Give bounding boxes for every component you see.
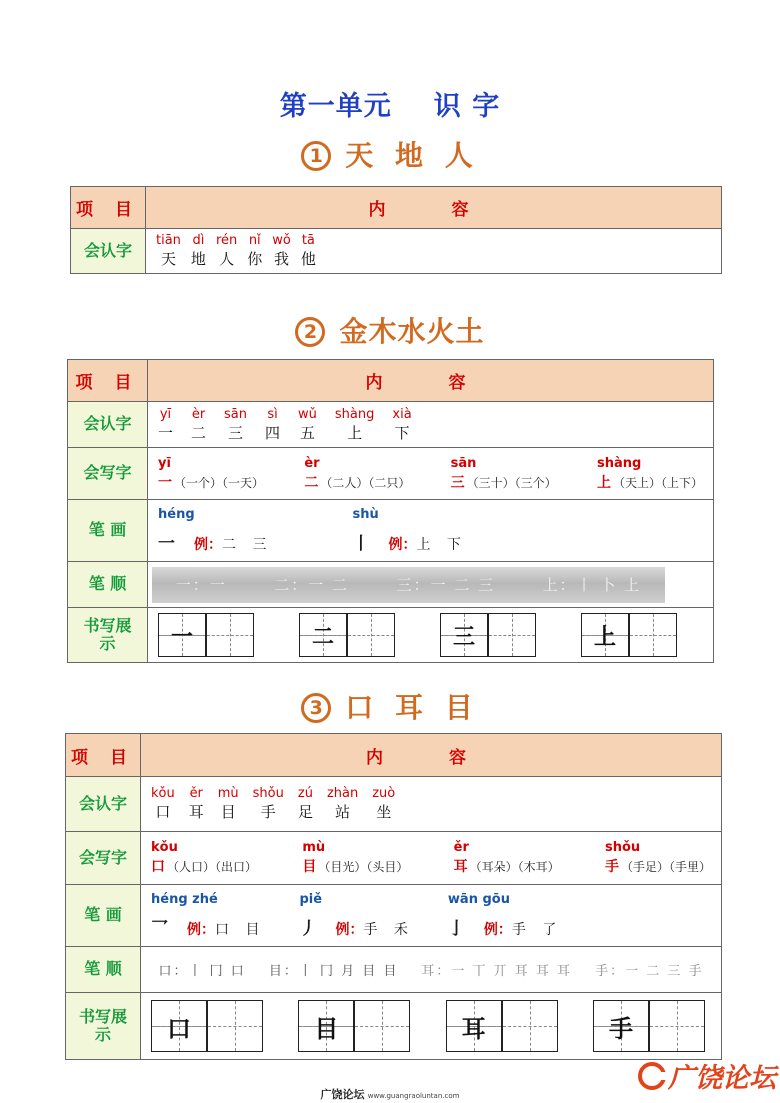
model-char: 一 [170,624,193,650]
write-group [597,456,703,492]
char-pair [335,407,374,443]
hanzi: 你 [247,250,263,268]
hanzi: 四 [265,423,281,442]
stroke-order-item: 三：一 二 三 [396,576,496,594]
tianzige-box [446,1000,502,1052]
word-examples: （三十）（三个） [466,475,557,490]
header-item: 项 目 [66,734,141,777]
row-label-write: 会写字 [66,832,141,885]
tianzige-box [158,613,206,657]
char-pair [265,407,280,443]
char-pair [372,786,395,822]
stroke-glyph: 一 [158,534,175,554]
model-char: 耳 [461,1014,486,1043]
pinyin: yī [159,406,172,422]
hanzi: 天 [160,250,176,268]
write-line [158,472,264,492]
pinyin: tiān [156,233,181,248]
hanzi: 三 [228,423,244,442]
write-line [151,856,257,876]
char-pair [151,786,175,822]
write-group [605,840,711,876]
lesson3-table [65,733,722,1060]
header-item: 项 目 [68,360,148,402]
stroke-order-item: 目：丨 冂 月 目 目 [268,964,399,979]
write-group [454,840,560,876]
logo-ring-icon [638,1062,666,1090]
stroke-name: shù [352,507,379,522]
hanzi: 一 [158,423,174,442]
model-char: 三 [452,624,475,650]
example-label: 例： [483,922,512,938]
stroke-order-item: 耳：一 丅 丌 耳 耳 耳 [421,964,573,979]
pinyin: kǒu [151,840,178,855]
stroke-group [352,507,466,554]
char-pair [191,407,206,443]
write-group [451,456,557,492]
row-label-read: 会认字 [66,777,141,832]
row-label-show: 书写展示 [68,608,148,663]
header-content: 内 容 [146,187,722,229]
lesson3-number: 3 [301,693,331,723]
stroke-order-item: 一：一 [175,576,227,594]
lesson3-title [0,686,780,726]
tianzige-pair [151,1000,263,1052]
write-line [454,856,560,876]
stroke-order-item: 手：一 二 三 手 [595,964,704,979]
char-pair [247,233,262,269]
word-examples: （目光）（头目） [318,860,409,874]
word-examples: （一个）（一天） [174,475,265,490]
example-chars: 二 三 [222,537,273,553]
row-label-show: 书写展示 [66,993,141,1060]
char-pair [392,407,411,443]
tianzige-box-empty [354,1000,410,1052]
tianzige-box-empty [207,1000,263,1052]
footer-name: 广饶论坛 [320,1088,365,1101]
write-char: 上 [596,474,611,491]
tianzige-box [440,613,488,657]
pinyin: shàng [334,406,375,422]
lesson1-title [0,134,780,174]
pinyin: shàng [596,455,642,471]
write-line [304,472,410,492]
unit-number: 第一单元 [279,91,392,122]
header-content: 内 容 [148,360,714,402]
write-char: 手 [604,859,619,875]
tianzige-pair [158,613,254,657]
pinyin: ěr [453,840,469,855]
pinyin: yī [158,455,171,471]
pinyin: tā [301,233,315,248]
write-char: 目 [302,859,317,875]
unit-topic: 识 字 [433,91,501,122]
pinyin: wǒ [272,233,291,248]
stroke-name: héng zhé [151,892,218,907]
stroke-example-line [158,529,272,554]
tianzige-box-empty [488,613,536,657]
hanzi: 二 [191,423,207,442]
hanzi: 他 [300,250,316,268]
example-chars: 口 目 [215,922,266,938]
hanzi: 足 [297,803,313,821]
model-char: 二 [311,624,334,650]
pinyin: sān [224,406,248,422]
stroke-order-item: 口：丨 冂 口 [158,964,246,979]
char-pair [158,407,173,443]
pinyin: èr [191,406,206,422]
hanzi: 五 [299,423,315,442]
hanzi: 口 [155,803,171,821]
lesson1-table [70,186,722,274]
pinyin: sì [267,406,278,422]
char-pair [218,786,239,822]
lesson2-writing-display [148,608,714,663]
row-label-stroke: 笔 画 [66,885,141,947]
tianzige-pair [581,613,677,657]
write-char: 一 [158,474,172,491]
char-pair [253,786,284,822]
lesson1-number: 1 [301,141,331,171]
write-group [302,840,408,876]
model-char: 手 [608,1014,633,1043]
tianzige-box-empty [502,1000,558,1052]
word-examples: （二人）（二只） [320,475,411,490]
hanzi: 手 [260,803,276,821]
stroke-name: wān gōu [447,892,510,907]
pinyin: dì [192,233,205,248]
hanzi: 人 [219,250,235,268]
unit-title [0,84,780,123]
lesson3-title-text: 口 耳 目 [345,691,479,724]
model-char: 目 [314,1014,339,1043]
word-examples: （人口）（出口） [167,860,258,874]
hanzi: 目 [220,803,236,821]
tianzige-box [581,613,629,657]
pinyin: nǐ [248,233,261,248]
write-group [304,456,410,492]
word-examples: （天上）（上下） [612,475,703,490]
tianzige-pair [593,1000,705,1052]
hanzi: 耳 [188,803,204,821]
word-examples: （手足）（手里） [620,860,711,874]
example-chars: 手 禾 [363,922,414,938]
stroke-glyph: 丨 [352,534,370,554]
write-line [302,856,408,876]
stroke-group [158,507,272,554]
pinyin: mù [302,840,326,855]
stroke-example-line [299,914,413,939]
row-label-order: 笔 顺 [68,562,148,608]
model-char: 口 [167,1014,191,1043]
stroke-glyph: 丿 [299,919,317,939]
char-pair [156,233,181,269]
row-label-stroke: 笔 画 [68,500,148,562]
char-pair [216,233,237,269]
tianzige-box [298,1000,354,1052]
model-char: 上 [593,624,616,650]
row-label-write: 会写字 [68,448,148,500]
pinyin: rén [215,233,238,248]
site-logo [638,1056,776,1095]
row-label-read: 会认字 [68,402,148,448]
lesson1-title-text: 天 地 人 [345,139,479,172]
lesson2-write-chars [148,448,714,500]
pinyin: wǔ [298,406,317,422]
char-pair [301,233,316,269]
pinyin: kǒu [151,786,175,801]
example-chars: 手 了 [511,922,563,938]
char-pair [224,407,247,443]
char-pair [298,407,317,443]
tianzige-box-empty [206,613,254,657]
lesson1-read-chars [146,229,722,274]
hanzi: 上 [347,423,363,442]
lesson2-stroke-order [148,562,714,608]
lesson3-writing-display [141,993,722,1060]
stroke-name: héng [158,507,195,522]
write-line [597,472,703,492]
stroke-example-line [151,914,265,939]
pinyin: shǒu [252,786,284,801]
pinyin: zhàn [326,786,359,801]
lesson2-strokes [148,500,714,562]
pinyin: ěr [189,786,203,801]
tianzige-pair [440,613,536,657]
example-label: 例： [187,922,215,938]
pinyin: sān [450,455,477,471]
pinyin: mù [217,786,239,801]
word-examples: （耳朵）（木耳） [469,860,560,874]
stroke-glyph: 亅 [447,919,465,939]
stroke-group [151,892,265,939]
char-pair [298,786,313,822]
stroke-group [448,892,562,939]
write-group [158,456,264,492]
lesson2-title [0,310,780,350]
stroke-group [299,892,413,939]
pinyin: èr [304,455,320,471]
header-item: 项 目 [71,187,146,229]
hanzi: 地 [190,250,206,268]
lesson2-number: 2 [295,317,325,347]
stroke-example-line [352,529,466,554]
hanzi: 坐 [376,803,392,821]
char-pair [272,233,291,269]
tianzige-box-empty [629,613,677,657]
stroke-order-item: 上：丨 卜 上 [542,576,642,594]
hanzi: 我 [274,250,290,268]
write-char: 二 [304,474,319,491]
tianzige-pair [299,613,395,657]
pinyin: zú [297,786,313,801]
write-group [151,840,257,876]
example-label: 例： [335,922,364,938]
lesson2-table [67,359,714,663]
lesson2-read-chars [148,402,714,448]
lesson3-write-chars [141,832,722,885]
row-label-read: 会认字 [71,229,146,274]
tianzige-box [593,1000,649,1052]
tianzige-pair [446,1000,558,1052]
char-pair [327,786,358,822]
write-line [451,472,557,492]
stroke-glyph: 乛 [151,919,168,939]
write-char: 口 [151,859,165,875]
stroke-example-line [448,914,562,939]
header-content: 内 容 [141,734,722,777]
footer-url: www.guangraoluntan.com [367,1092,460,1100]
pinyin: xià [392,406,412,422]
tianzige-box [299,613,347,657]
hanzi: 站 [335,803,351,821]
pinyin: zuò [372,786,396,801]
pinyin: shǒu [604,840,641,855]
lesson3-strokes [141,885,722,947]
hanzi: 下 [394,423,410,442]
write-line [605,856,711,876]
write-char: 耳 [453,859,468,875]
tianzige-pair [298,1000,410,1052]
char-pair [191,233,206,269]
example-chars: 上 下 [416,537,467,553]
example-label: 例： [388,537,417,553]
tianzige-box-empty [347,613,395,657]
char-pair [189,786,204,822]
write-char: 三 [450,474,465,491]
example-label: 例： [194,537,222,553]
row-label-order: 笔 顺 [66,947,141,993]
lesson2-title-text: 金木水火土 [339,315,485,348]
lesson3-read-chars [141,777,722,832]
tianzige-box [151,1000,207,1052]
logo-text: 广饶论坛 [668,1063,776,1094]
tianzige-box-empty [649,1000,705,1052]
stroke-name: piě [299,892,323,907]
stroke-order-item: 二：一 二 [274,576,350,594]
lesson3-stroke-order [141,947,722,993]
